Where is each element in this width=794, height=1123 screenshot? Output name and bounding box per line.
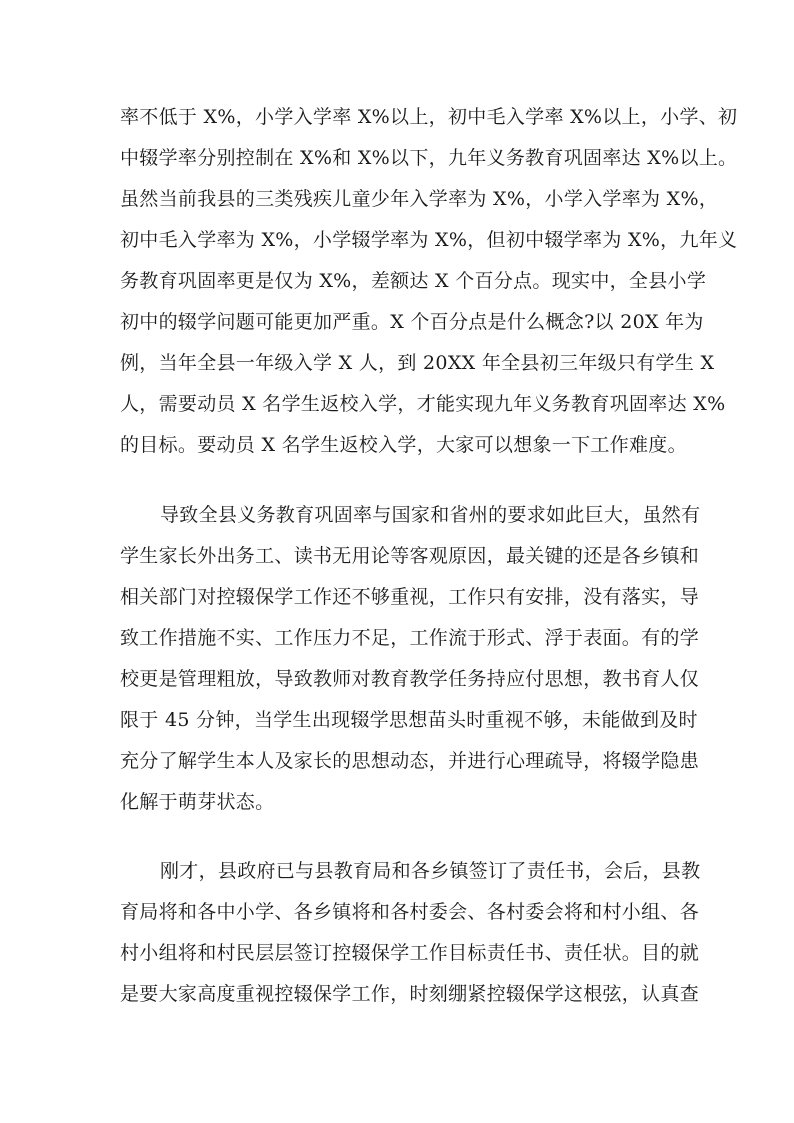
paragraph-1-line-8: 人，需要动员 X 名学生返校入学，才能实现九年义务教育巩固率达 X% [120, 393, 726, 415]
paragraph-2-line-4: 致工作措施不实、工作压力不足，工作流于形式、浮于表面。有的学 [120, 627, 700, 649]
paragraph-2-line-5: 校更是管理粗放，导致教师对教育教学任务持应付思想，教书育人仅 [120, 668, 700, 690]
paragraph-2-line-1: 导致全县义务教育巩固率与国家和省州的要求如此巨大，虽然有 [160, 504, 701, 526]
paragraph-3-line-1: 刚才，县政府已与县教育局和各乡镇签订了责任书，会后，县教 [160, 860, 701, 882]
paragraph-1-line-7: 例，当年全县一年级入学 X 人，到 20XX 年全县初三年级只有学生 X [120, 352, 715, 374]
paragraph-2-line-7: 充分了解学生本人及家长的思想动态，并进行心理疏导，将辍学隐患 [120, 750, 700, 772]
paragraph-2-line-8: 化解于萌芽状态。 [120, 791, 275, 813]
paragraph-3-line-3: 村小组将和村民层层签订控辍保学工作目标责任书、责任状。目的就 [120, 942, 700, 964]
paragraph-1-line-1: 率不低于 X%，小学入学率 X%以上，初中毛入学率 X%以上，小学、初 [120, 106, 738, 128]
paragraph-1-line-5: 务教育巩固率更是仅为 X%，差额达 X 个百分点。现实中，全县小学 [120, 270, 707, 292]
paragraph-1-line-6: 初中的辍学问题可能更加严重。X 个百分点是什么概念?以 20X 年为 [120, 311, 704, 333]
paragraph-2-line-3: 相关部门对控辍保学工作还不够重视，工作只有安排，没有落实，导 [120, 586, 700, 608]
paragraph-1-line-4: 初中毛入学率为 X%，小学辍学率为 X%，但初中辍学率为 X%，九年义 [120, 229, 738, 251]
paragraph-3-line-2: 育局将和各中小学、各乡镇将和各村委会、各村委会将和村小组、各 [120, 901, 700, 923]
paragraph-1-line-9: 的目标。要动员 X 名学生返校入学，大家可以想象一下工作难度。 [120, 434, 687, 456]
paragraph-1-line-3: 虽然当前我县的三类残疾儿童少年入学率为 X%，小学入学率为 X%， [120, 188, 719, 210]
paragraph-3-line-4: 是要大家高度重视控辍保学工作，时刻绷紧控辍保学这根弦，认真查 [120, 983, 700, 1005]
paragraph-1-line-2: 中辍学率分别控制在 X%和 X%以下，九年义务教育巩固率达 X%以上。 [120, 147, 738, 169]
paragraph-2-line-6: 限于 45 分钟，当学生出现辍学思想苗头时重视不够，未能做到及时 [120, 709, 698, 731]
paragraph-2-line-2: 学生家长外出务工、读书无用论等客观原因，最关键的还是各乡镇和 [120, 545, 700, 567]
